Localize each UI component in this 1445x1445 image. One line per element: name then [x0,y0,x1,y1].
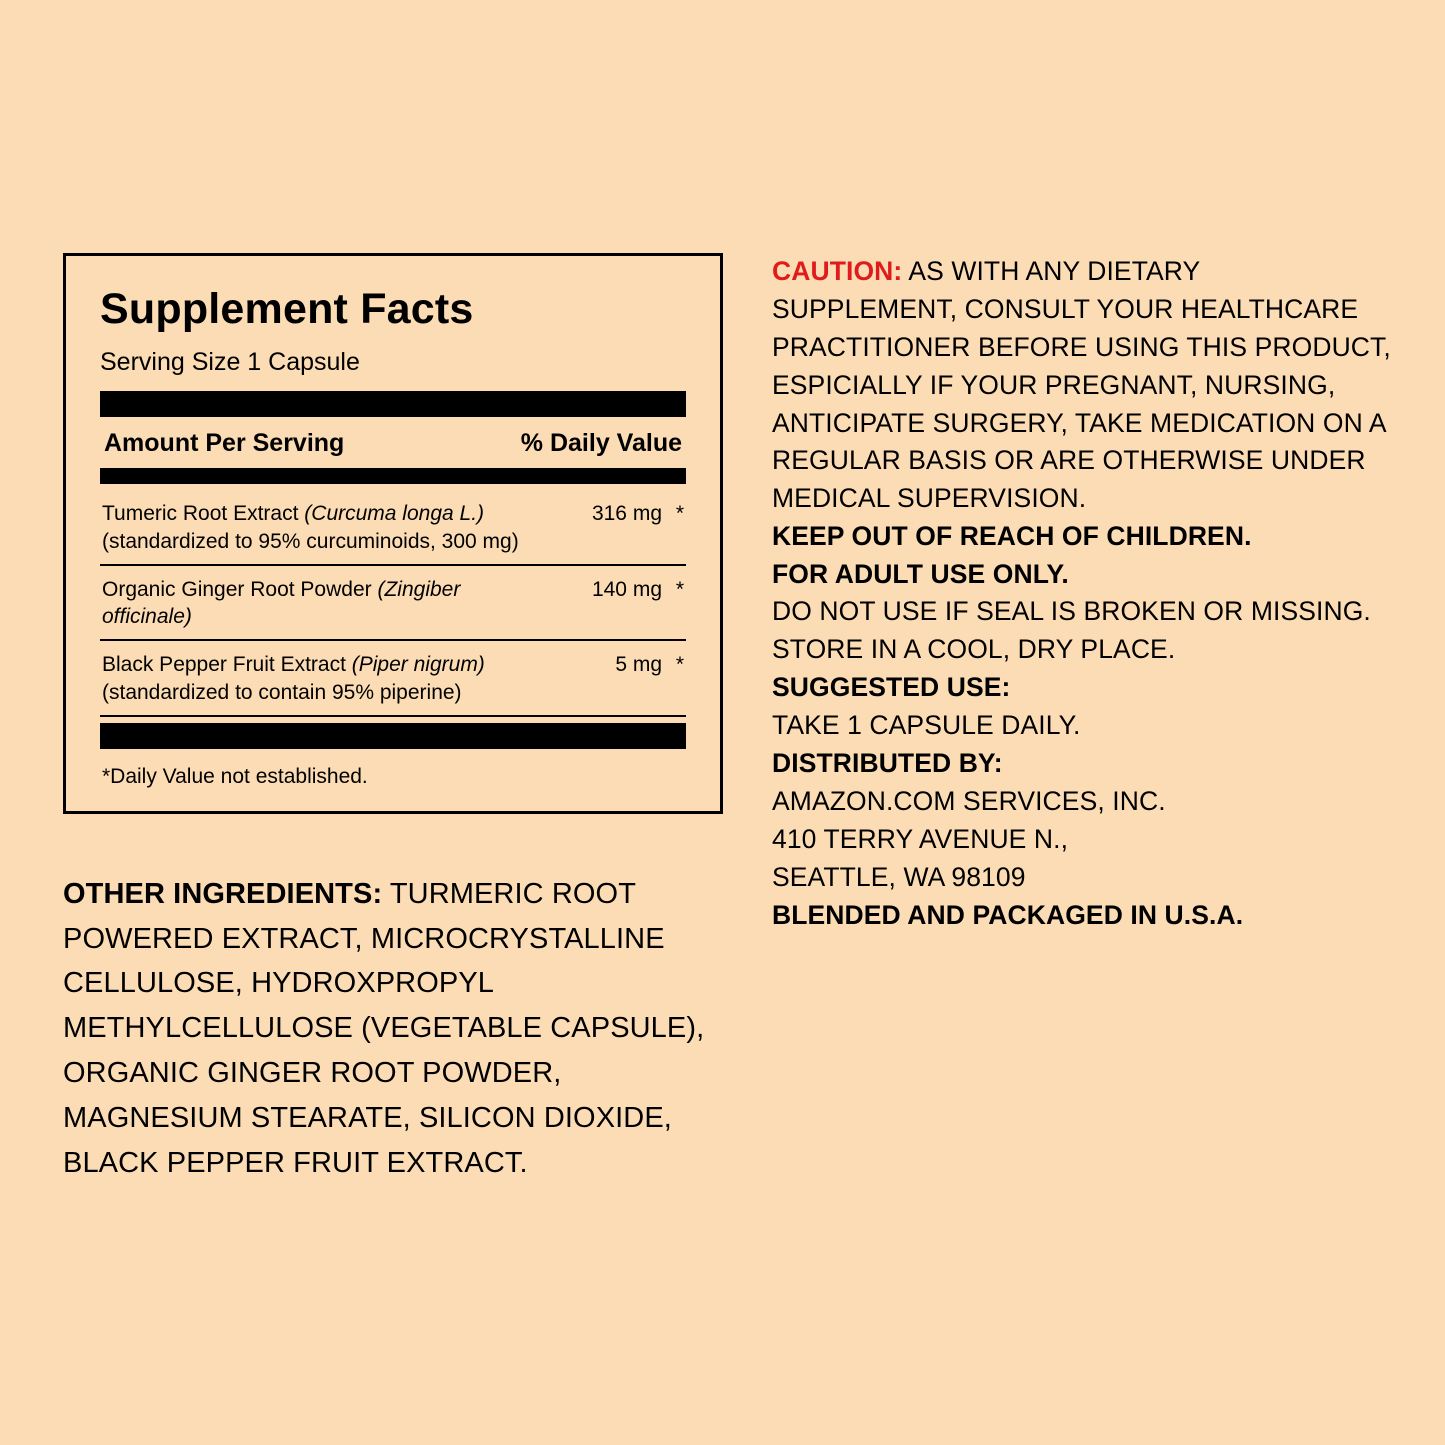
serving-size: Serving Size 1 Capsule [100,348,360,377]
ingredient-daily-value: * [675,653,684,677]
ingredient-name-text: Black Pepper Fruit Extract [102,653,352,677]
adult-use-only-line: FOR ADULT USE ONLY. [772,558,1069,589]
ingredient-name [102,651,566,706]
ingredient-daily-value: * [675,577,684,601]
supplement-facts-panel [63,253,723,814]
ingredient-amount: 140 mg [591,577,662,601]
daily-value-footnote: *Daily Value not established. [102,764,368,788]
other-ingredients-text: TURMERIC ROOT POWERED EXTRACT, MICROCRYSTALLINE CELLULOSE, HYDROXPROPYL METHYLCELLULOSE (VEGETABLE CAPSULE), ORGANIC GINGER ROOT POWDER, MAGNESIUM STEARATE, SILICON DIOXIDE, BLACK PEPPER FRUIT EXTRACT. [63,877,705,1180]
caution-label: CAUTION: [772,256,903,286]
table-row [100,490,686,565]
other-ingredients-heading: OTHER INGREDIENTS: [63,877,383,910]
divider-thick-bottom [100,723,686,749]
amount-per-serving-header: Amount Per Serving [104,429,345,458]
ingredient-name-text: Organic Ginger Root Powder [102,577,378,601]
ingredient-name-text: Tumeric Root Extract [102,502,305,526]
table-header-row [100,417,686,468]
origin-statement: BLENDED AND PACKAGED IN U.S.A. [772,899,1244,930]
ingredient-subtext: (standardized to contain 95% piperine) [102,680,462,704]
ingredient-amount: 316 mg [591,502,662,526]
distributed-by-heading: DISTRIBUTED BY: [772,748,1003,779]
distributor-street: 410 TERRY AVENUE N., [772,823,1069,854]
suggested-use-block [772,669,1392,745]
suggested-use-text: TAKE 1 CAPSULE DAILY. [772,710,1081,741]
distributor-name: AMAZON.COM SERVICES, INC. [772,785,1166,816]
table-row [100,641,686,716]
ingredient-latin-name: (Piper nigrum) [351,653,485,677]
keep-out-of-reach-block [772,518,1392,593]
distributor-city-state-zip: SEATTLE, WA 98109 [772,861,1026,892]
divider-mid [100,468,686,484]
ingredient-name [102,576,566,631]
divider-thick-top [100,391,686,417]
caution-text: AS WITH ANY DIETARY SUPPLEMENT, CONSULT YOUR HEALTHCARE PRACTITIONER BEFORE USING THIS PRODUCT, ESPICIALLY IF YOUR PREGNANT, NURSING, ANTICIPATE SURGERY, TAKE MEDICATION ON A REGULAR BASIS OR ARE OTHERWISE UNDER MEDICAL SUPERVISION. [772,256,1391,514]
daily-value-header: % Daily Value [520,429,682,458]
left-column [63,253,723,1186]
table-row [100,566,686,641]
other-ingredients-block [63,872,723,1187]
ingredient-amount: 5 mg [615,653,662,677]
ingredient-subtext: (standardized to 95% curcuminoids, 300 mg) [102,530,519,554]
right-column [772,253,1392,935]
supplement-facts-title: Supplement Facts [100,285,474,333]
seal-warning: DO NOT USE IF SEAL IS BROKEN OR MISSING. [772,596,1371,627]
ingredient-daily-value: * [675,502,684,526]
keep-out-of-reach-line1: KEEP OUT OF REACH OF CHILDREN. [772,521,1252,552]
ingredient-name [102,500,566,555]
caution-block [772,253,1392,518]
ingredient-latin-name: (Zingiber officinale) [102,577,461,629]
distributed-by-block [772,745,1392,897]
ingredient-latin-name: (Curcuma longa L.) [304,502,485,526]
storage-instruction: STORE IN A COOL, DRY PLACE. [772,634,1176,665]
suggested-use-heading: SUGGESTED USE: [772,672,1011,703]
